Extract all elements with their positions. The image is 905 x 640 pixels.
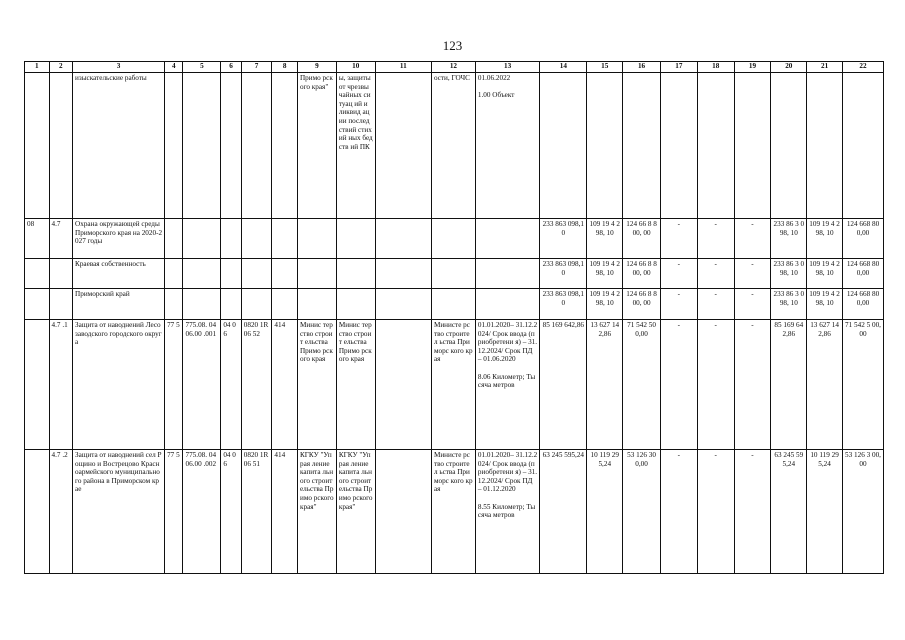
table-cell: 775.08. 0406.00 .002 — [183, 450, 221, 574]
table-cell — [734, 73, 771, 219]
table-cell — [165, 259, 183, 289]
table-cell — [375, 73, 431, 219]
table-cell: 4.7 .1 — [49, 320, 73, 450]
table-cell: 53 126 300,00 — [623, 450, 661, 574]
table-cell — [297, 289, 336, 320]
table-cell — [697, 73, 734, 219]
table-cell: - — [697, 450, 734, 574]
table-cell: 233 86 3 098, 10 — [771, 259, 807, 289]
table-cell — [49, 259, 73, 289]
table-cell: 0820 1R06 52 — [241, 320, 272, 450]
column-header: 9 — [297, 62, 336, 73]
table-cell: 0820 1R06 51 — [241, 450, 272, 574]
table-cell: 109 19 4 298, 10 — [807, 219, 843, 259]
table-cell — [241, 219, 272, 259]
table-cell — [475, 259, 539, 289]
table-cell — [241, 73, 272, 219]
table-cell: 71 542 5 00,00 — [842, 320, 883, 450]
table-cell: 233 86 3 098, 10 — [771, 219, 807, 259]
table-cell — [241, 289, 272, 320]
table-cell: 233 86 3 098, 10 — [771, 289, 807, 320]
table-cell: - — [660, 259, 697, 289]
table-cell: 10 119 295,24 — [807, 450, 843, 574]
table-cell: 85 169 642,86 — [771, 320, 807, 450]
table-cell: КГКУ "Упрая ление капита льного строит ельства Примо рского края" — [336, 450, 375, 574]
table-cell — [431, 219, 475, 259]
table-cell — [183, 73, 221, 219]
header-row — [25, 62, 884, 73]
table-row — [25, 219, 884, 259]
table-cell: 04 06 — [221, 450, 241, 574]
table-cell: 124 668 800,00 — [842, 219, 883, 259]
column-header: 11 — [375, 62, 431, 73]
table-cell — [475, 219, 539, 259]
table-cell — [221, 259, 241, 289]
program-table — [24, 61, 884, 574]
table-cell: Защита от наводнений сел Рощино и Вострецово Красноармейского муниципального района в Приморском крае — [73, 450, 165, 574]
page-number: 123 — [442, 38, 463, 53]
table-cell — [25, 320, 50, 450]
table-cell: - — [734, 450, 771, 574]
table-row — [25, 73, 884, 219]
column-header: 15 — [587, 62, 623, 73]
column-header: 13 — [475, 62, 539, 73]
column-header: 8 — [272, 62, 298, 73]
column-header: 17 — [660, 62, 697, 73]
column-header: 16 — [623, 62, 661, 73]
column-header: 7 — [241, 62, 272, 73]
table-cell — [183, 289, 221, 320]
column-header: 18 — [697, 62, 734, 73]
table-cell — [49, 73, 73, 219]
table-cell: - — [734, 320, 771, 450]
table-cell: КГКУ "Упрая ление капита льного строит ельства Примо рского края" — [297, 450, 336, 574]
column-header: 3 — [73, 62, 165, 73]
table-cell: - — [697, 320, 734, 450]
table-cell: 01.01.2020– 31.12.2024/ Срок ввода (приобретени я) – 31.12.2024/ Срок ПД – 01.12.2020 8.55 Километр; Тысяча метров — [475, 450, 539, 574]
table-row — [25, 259, 884, 289]
table-cell: - — [697, 259, 734, 289]
table-cell — [660, 73, 697, 219]
table-cell: ости, ГОЧС — [431, 73, 475, 219]
table-cell — [221, 73, 241, 219]
table-cell: 124 66 8 800, 00 — [623, 289, 661, 320]
table-cell: 109 19 4 298, 10 — [587, 259, 623, 289]
table-cell — [25, 73, 50, 219]
table-cell — [431, 289, 475, 320]
table-cell — [623, 73, 661, 219]
column-header: 1 — [25, 62, 50, 73]
table-cell — [165, 219, 183, 259]
table-cell — [771, 73, 807, 219]
table-cell: 124 66 8 800, 00 — [623, 259, 661, 289]
table-cell: Приморский край — [73, 289, 165, 320]
column-header: 6 — [221, 62, 241, 73]
table-cell: 04 06 — [221, 320, 241, 450]
table-cell — [25, 450, 50, 574]
table-cell: Министе рство строител ьства Приморс кого края — [431, 450, 475, 574]
table-cell — [25, 289, 50, 320]
column-header: 2 — [49, 62, 73, 73]
table-cell — [807, 73, 843, 219]
table-cell — [241, 259, 272, 289]
table-cell — [375, 320, 431, 450]
table-cell — [221, 219, 241, 259]
table-cell — [272, 219, 298, 259]
table-cell: 77 5 — [165, 320, 183, 450]
column-header: 10 — [336, 62, 375, 73]
table-cell: 109 19 4 298, 10 — [807, 289, 843, 320]
table-cell — [336, 259, 375, 289]
table-cell — [25, 259, 50, 289]
table-cell — [165, 289, 183, 320]
table-cell: 414 — [272, 450, 298, 574]
table-cell — [183, 219, 221, 259]
table-cell — [375, 259, 431, 289]
table-cell: 63 245 595,24 — [540, 450, 587, 574]
table-cell — [475, 289, 539, 320]
table-cell — [183, 259, 221, 289]
table-cell: 01.06.2022 1.00 Объект — [475, 73, 539, 219]
table-cell: 109 19 4 298, 10 — [807, 259, 843, 289]
table-cell: 63 245 595,24 — [771, 450, 807, 574]
column-header: 22 — [842, 62, 883, 73]
table-cell: Минис терство строит ельства Примо рского края — [336, 320, 375, 450]
table-cell — [375, 450, 431, 574]
table-cell — [272, 289, 298, 320]
table-cell — [165, 73, 183, 219]
column-header: 12 — [431, 62, 475, 73]
table-cell: 71 542 500,00 — [623, 320, 661, 450]
table-cell: 124 66 8 800, 00 — [623, 219, 661, 259]
table-cell — [375, 289, 431, 320]
table-cell — [272, 73, 298, 219]
table-row — [25, 320, 884, 450]
table-cell — [375, 219, 431, 259]
table-cell: - — [697, 289, 734, 320]
table-cell: - — [697, 219, 734, 259]
table-cell: Краевая собственность — [73, 259, 165, 289]
table-cell — [297, 259, 336, 289]
table-cell: Защита от наводнений Лесозаводского городского округа — [73, 320, 165, 450]
column-header: 14 — [540, 62, 587, 73]
table-cell: 4.7 — [49, 219, 73, 259]
table-cell: 124 668 800,00 — [842, 259, 883, 289]
table-cell: 775.08. 0406.00 .001 — [183, 320, 221, 450]
table-row — [25, 450, 884, 574]
table-cell: - — [660, 450, 697, 574]
table-cell: - — [660, 219, 697, 259]
table-cell: 124 668 800,00 — [842, 289, 883, 320]
table-cell — [336, 289, 375, 320]
table-cell: 13 627 142,86 — [587, 320, 623, 450]
table-cell: 233 863 098,10 — [540, 259, 587, 289]
table-cell: 53 126 3 00,00 — [842, 450, 883, 574]
table-cell — [540, 73, 587, 219]
table-cell — [221, 289, 241, 320]
table-cell — [49, 289, 73, 320]
table-cell: Министе рство строител ьства Приморс кого края — [431, 320, 475, 450]
table-cell: ы, защиты от чрезвы чайных ситуац ий и ликвид ации послед ствий стихий ных бедств ий ПК — [336, 73, 375, 219]
column-header: 5 — [183, 62, 221, 73]
table-cell: 109 19 4 298, 10 — [587, 289, 623, 320]
table-cell — [297, 219, 336, 259]
table-cell: 85 169 642,86 — [540, 320, 587, 450]
table-cell: - — [734, 289, 771, 320]
table-cell: 77 5 — [165, 450, 183, 574]
table-cell: 233 863 098,10 — [540, 219, 587, 259]
table-cell — [587, 73, 623, 219]
table-cell — [842, 73, 883, 219]
table-cell: Охрана окружающей среды Приморского края на 2020-2027 годы — [73, 219, 165, 259]
table-cell: - — [660, 320, 697, 450]
table-cell: 10 119 295,24 — [587, 450, 623, 574]
table-cell: - — [734, 259, 771, 289]
table-cell: изыскательские работы — [73, 73, 165, 219]
table-cell: 01.01.2020– 31.12.2024/ Срок ввода (приобретени я) – 31.12.2024/ Срок ПД – 01.06.2020 8.06 Километр; Тысяча метров — [475, 320, 539, 450]
table-cell: 109 19 4 298, 10 — [587, 219, 623, 259]
table-cell: - — [734, 219, 771, 259]
column-header: 4 — [165, 62, 183, 73]
table-cell: 13 627 142,86 — [807, 320, 843, 450]
table-cell: 414 — [272, 320, 298, 450]
table-cell — [336, 219, 375, 259]
table-cell: 233 863 098,10 — [540, 289, 587, 320]
table-cell — [431, 259, 475, 289]
table-row — [25, 289, 884, 320]
table-cell: Минис терство строит ельства Примо рского края — [297, 320, 336, 450]
table-cell — [272, 259, 298, 289]
column-header: 20 — [771, 62, 807, 73]
table-cell: 08 — [25, 219, 50, 259]
table-cell: - — [660, 289, 697, 320]
column-header: 21 — [807, 62, 843, 73]
table-cell: Примо рского края" — [297, 73, 336, 219]
table-cell: 4.7 .2 — [49, 450, 73, 574]
column-header: 19 — [734, 62, 771, 73]
